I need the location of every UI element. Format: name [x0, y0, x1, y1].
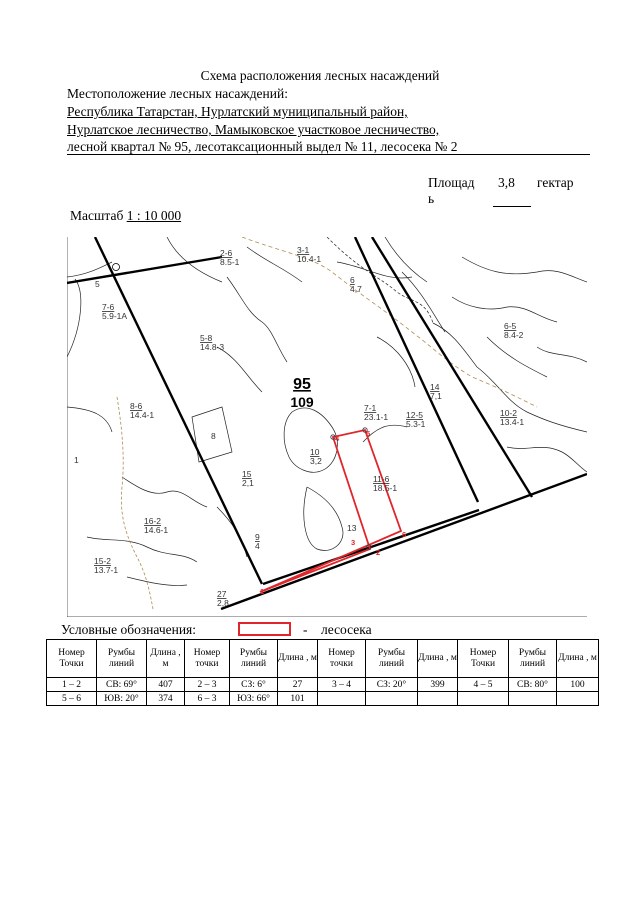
table-cell: 100 [557, 678, 599, 692]
plot-label-top: 10 [310, 447, 320, 457]
table-cell: СЗ: 20° [366, 678, 418, 692]
plot-label-bottom: 13.7-1 [94, 565, 119, 575]
cut-point-label: 6 [402, 530, 407, 539]
plot-label-bottom: 7,1 [430, 391, 442, 401]
table-cell: 27 [278, 678, 318, 692]
quarter-number: 95 [293, 376, 311, 393]
table-header-cell: Длина , м [147, 640, 185, 678]
location-underline [67, 154, 590, 155]
table-cell [418, 692, 458, 706]
plot-label-bottom: 14.4-1 [130, 410, 155, 420]
plot-label-top: 2-6 [220, 248, 233, 258]
plot-label-bottom: 4,7 [350, 284, 362, 294]
area-underline [493, 206, 531, 207]
forest-map [67, 237, 587, 617]
plot-label-top: 10-2 [500, 408, 518, 418]
cut-point-label: 2 [376, 548, 381, 557]
cut-point-label: 4 [335, 434, 340, 443]
plot-label-top: 15 [242, 469, 252, 479]
plot-label-bottom: 5.3-1 [406, 419, 426, 429]
table-header-cell: Номер точки [318, 640, 366, 678]
plot-label-bottom: 8.4-2 [504, 330, 524, 340]
table-cell [318, 692, 366, 706]
area-label: Площад [428, 175, 475, 190]
plot-label-top: 5 [95, 279, 100, 289]
page-title: Схема расположения лесных насаждений [200, 68, 440, 83]
table-cell: 3 – 4 [318, 678, 366, 692]
plot-label-top: 5-8 [200, 333, 213, 343]
table-cell: 399 [418, 678, 458, 692]
table-header-cell: Румбы линий [509, 640, 557, 678]
table-cell: 5 – 6 [47, 692, 97, 706]
table-cell: 101 [278, 692, 318, 706]
plot-label-bottom: 3,2 [310, 456, 322, 466]
plot-label-top: 1 [74, 455, 79, 465]
area-value: 3,8 [498, 175, 515, 190]
table-header-cell: Длина , м [278, 640, 318, 678]
table-header-row [47, 640, 599, 678]
plot-label-bottom: 2,1 [242, 478, 254, 488]
plot-label-top: 3-1 [297, 245, 310, 255]
table-cell [458, 692, 509, 706]
plot-label-top: 11-6 [373, 474, 390, 484]
plot-label-top: 8-6 [130, 401, 143, 411]
quarter-area: 109 [290, 394, 314, 410]
table-cell: СЗ: 6° [230, 678, 278, 692]
table-cell: ЮЗ: 66° [230, 692, 278, 706]
plot-label-top: 13 [347, 523, 357, 533]
table-cell: 6 – 3 [185, 692, 230, 706]
table-cell [557, 692, 599, 706]
table-header-cell: Номер Точки [47, 640, 97, 678]
points-table [46, 639, 599, 706]
table-cell: 374 [147, 692, 185, 706]
table-cell: СВ: 80° [509, 678, 557, 692]
plot-label-top: 9 [255, 532, 260, 542]
plot-label-top: 16-2 [144, 516, 162, 526]
plot-label-top: 6 [350, 275, 355, 285]
plot-label-top: 14 [430, 382, 440, 392]
legend-label: Условные обозначения: [61, 622, 197, 637]
plot-label-top: 7-6 [102, 302, 115, 312]
plot-label-top: 15-2 [94, 556, 112, 566]
plot-label-top: 7-1 [364, 403, 377, 413]
table-header-cell: Румбы линий [230, 640, 278, 678]
plot-label-bottom: 8.5-1 [220, 257, 240, 267]
plot-label-bottom: 4 [255, 541, 260, 551]
table-cell [366, 692, 418, 706]
scale-label: Масштаб 1 : 10 000 [70, 208, 182, 223]
plot-label-bottom: 23.1-1 [364, 412, 389, 422]
legend-dash: - [303, 622, 308, 637]
table-cell: 1 – 2 [47, 678, 97, 692]
table-cell: 4 – 5 [458, 678, 509, 692]
table-header-cell: Длина , м [557, 640, 599, 678]
cut-point-label: 3 [351, 538, 356, 547]
plot-label-top: 27 [217, 589, 227, 599]
table-row [47, 678, 599, 692]
plot-label-bottom: 14.8-3 [200, 342, 225, 352]
scale-value: 1 : 10 000 [126, 208, 182, 223]
area-unit: гектар [537, 175, 574, 190]
table-header-cell: Румбы линий [97, 640, 147, 678]
table-cell: 407 [147, 678, 185, 692]
plot-label-top: 6-5 [504, 321, 517, 331]
plot-label-bottom: 5.9-1А [102, 311, 128, 321]
plot-label-bottom: 2,8 [217, 598, 229, 608]
plot-label-bottom: 13.4-1 [500, 417, 525, 427]
table-header-cell: Румбы линий [366, 640, 418, 678]
location-line-1: Республика Татарстан, Нурлатский муниципальный район, [67, 104, 408, 119]
legend-cut-area-swatch [238, 622, 291, 636]
table-header-cell: Номер Точки [458, 640, 509, 678]
table-cell: ЮВ: 20° [97, 692, 147, 706]
table-cell: СВ: 69° [97, 678, 147, 692]
legend-item-label: лесосека [321, 622, 372, 637]
table-row [47, 692, 599, 706]
table-header-cell: Номер точки [185, 640, 230, 678]
cut-point-label: 5 [366, 429, 371, 438]
plot-label-top: 12-5 [406, 410, 424, 420]
location-line-2: Нурлатское лесничество, Мамыковское участковое лесничество, [67, 122, 440, 137]
table-cell [509, 692, 557, 706]
location-line-3: лесной квартал № 95, лесотаксационный выдел № 11, лесосека № 2 [67, 139, 458, 154]
plot-label-top: 8 [211, 431, 216, 441]
plot-label-bottom: 14.6-1 [144, 525, 169, 535]
location-label: Местоположение лесных насаждений: [67, 86, 288, 101]
cut-point-label: 1 [260, 587, 265, 596]
table-cell: 2 – 3 [185, 678, 230, 692]
table-header-cell: Длина , м [418, 640, 458, 678]
area-label-cont: ь [428, 191, 435, 206]
plot-label-bottom: 18.5-1 [373, 483, 398, 493]
plot-label-bottom: 10.4-1 [297, 254, 322, 264]
